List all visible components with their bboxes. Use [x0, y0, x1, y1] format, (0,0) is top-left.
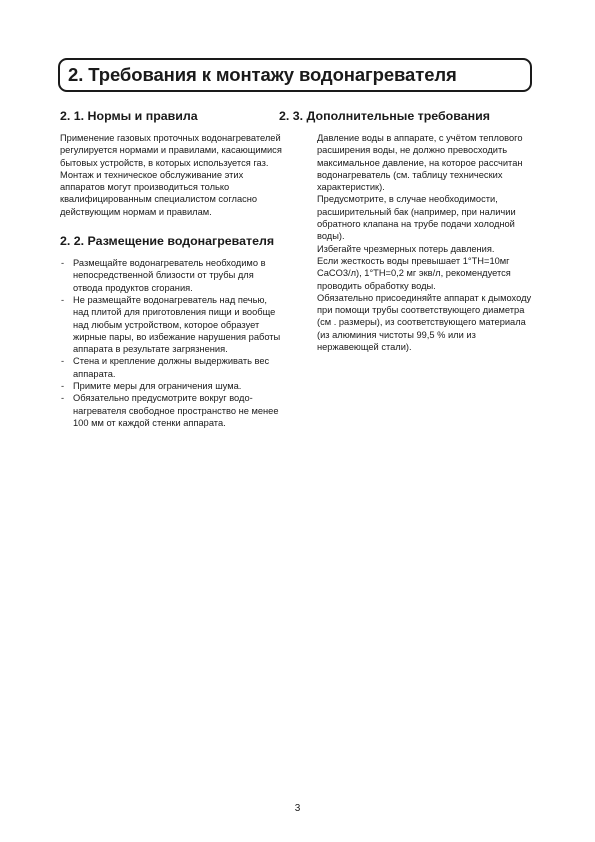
additional-paragraph: Обязательно присоединяйте аппарат к дымоходу при помощи трубы соответствующего диаметра (см . размеры), из соответствующего материала (из алюминия чистоты 99,5 % или из нержавеющей стали). — [317, 292, 532, 353]
additional-paragraph: Предусмотрите, в случае необходимости, расширительный бак (например, при наличии обратного клапана на трубе подачи холодной воды). — [317, 194, 516, 242]
list-item: - Не размещайте водонагреватель над печью, над плитой для приготовления пищи и вообще над любым устройством, которое образует жирные пары, во избежание нарушения работы аппарата в результате загрязнения. — [60, 294, 285, 355]
additional-text-block — [307, 132, 532, 353]
list-item: - Стена и крепление должны выдерживать вес аппарата. — [60, 355, 285, 380]
section-heading-norms: 2. 1. Нормы и правила — [60, 109, 198, 123]
right-column — [279, 109, 532, 353]
additional-paragraph: Избегайте чрезмерных потерь давления. — [317, 243, 495, 254]
norms-paragraph: Применение газовых проточных водонагревателей регулируется нормами и правилами, касающимися бытовых устройств, в которых используется газ. Монтаж и техническое обслуживание этих аппаратов могут производиться только квалифицированным специалистом согласно действующим нормам и правилам. — [60, 133, 282, 217]
section-heading-additional: 2. 3. Дополнительные требования — [279, 109, 490, 123]
additional-paragraph: Если жесткость воды превышает 1°TH=10мг CaCO3/л), 1°TH=0,2 мг экв/л, рекомендуется проводить обработку воды. — [317, 255, 511, 291]
page-title: 2. Требования к монтажу водонагревателя — [68, 64, 457, 85]
section-heading-placement: 2. 2. Размещение водонагревателя — [60, 234, 275, 249]
list-item: - Размещайте водонагреватель необходимо в непосредственной близости от трубы для отвода продуктов сгорания. — [60, 257, 285, 294]
list-item: - Обязательно предусмотрите вокруг водонагревателя свободное пространство не менее 100 мм от каждой стенки аппарата. — [60, 392, 285, 429]
additional-paragraph: Давление воды в аппарате, с учётом теплового расширения воды, не должно превосходить максимальное давление, на которое рассчитан водонагреватель (см. таблицу технических характеристик). — [317, 133, 523, 193]
section-title-box — [58, 58, 532, 92]
placement-list — [60, 257, 285, 429]
page-number: 3 — [294, 803, 301, 814]
left-column — [60, 109, 285, 429]
list-item: - Примите меры для ограничения шума. — [60, 380, 285, 392]
